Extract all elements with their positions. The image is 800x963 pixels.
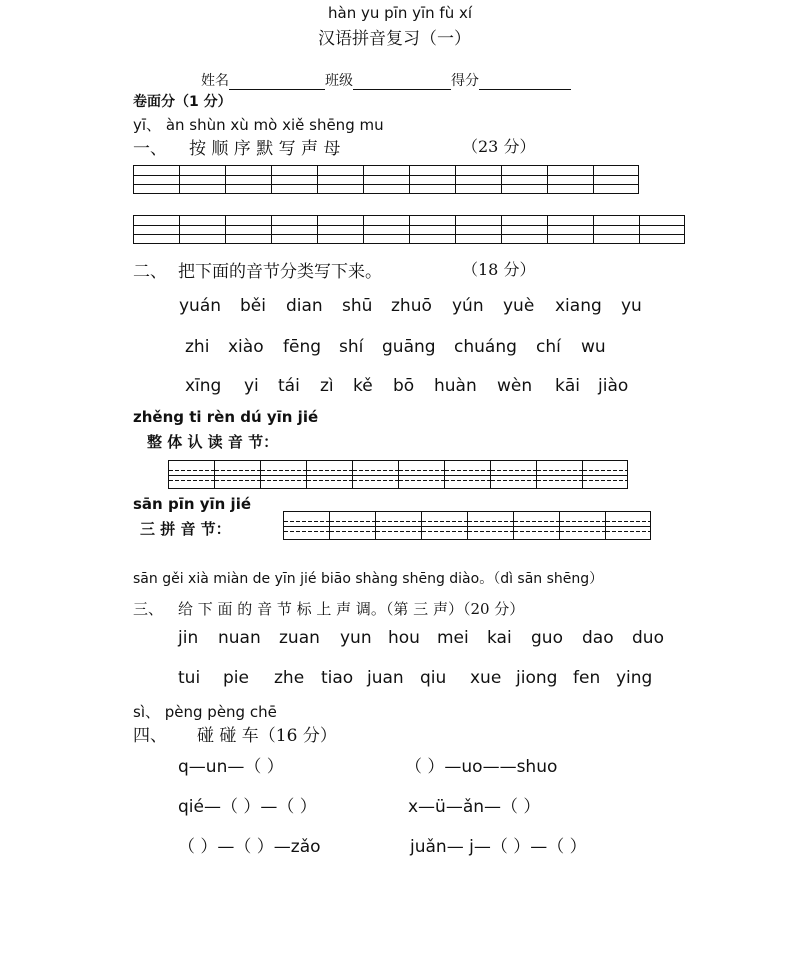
section1-pinyin: yī、 àn shùn xù mò xiě shēng mu: [133, 116, 384, 134]
syllable: juan: [367, 668, 404, 688]
syllable: běi: [240, 296, 266, 316]
section1-number: 一、: [133, 139, 167, 159]
bumper-item-6: juǎn— j—（ ）—（ ）: [410, 837, 587, 857]
syllable: guo: [531, 628, 563, 648]
syllable: kāi: [555, 376, 580, 396]
section4-title: 碰 碰 车（16 分）: [197, 726, 337, 746]
zhengti-pinyin: zhěng ti rèn dú yīn jié: [133, 408, 319, 426]
page-title: 汉语拼音复习（一）: [318, 29, 471, 49]
syllable: bō: [393, 376, 415, 396]
zhengti-writing-grid[interactable]: [168, 460, 628, 489]
syllable: zuan: [279, 628, 320, 648]
syllable-row-1: [179, 296, 642, 316]
syllable: duo: [632, 628, 664, 648]
zhengti-label: 整 体 认 读 音 节：: [147, 433, 279, 451]
syllable: yi: [244, 376, 259, 396]
bumper-item-1: q—un—（ ）: [178, 757, 284, 777]
syllable: shū: [342, 296, 373, 316]
syllable: tái: [278, 376, 300, 396]
syllable: ying: [616, 668, 653, 688]
syllable: yuè: [503, 296, 535, 316]
syllable: xiào: [228, 337, 264, 357]
student-info-line: [201, 70, 571, 90]
section4-number: 四、: [133, 726, 167, 746]
syllable: xue: [470, 668, 502, 688]
syllable: chí: [536, 337, 561, 357]
syllable: jin: [178, 628, 199, 648]
neatness-score: 卷面分（1 分）: [133, 94, 232, 110]
sanpin-label: 三 拼 音 节：: [140, 520, 231, 538]
syllable: nuan: [218, 628, 261, 648]
section3-title: 给 下 面 的 音 节 标 上 声 调。（第 三 声）（20 分）: [178, 600, 525, 618]
syllable: zì: [320, 376, 334, 396]
syllable: fēng: [283, 337, 322, 357]
section3-pinyin: sān gěi xià miàn de yīn jié biāo shàng shēng diào。（dì sān shēng）: [133, 571, 604, 587]
syllable: chuáng: [454, 337, 517, 357]
syllable: huàn: [434, 376, 477, 396]
syllable: tiao: [321, 668, 354, 688]
syllable: hou: [388, 628, 420, 648]
syllable: pie: [223, 668, 249, 688]
bumper-item-5: （ ）—（ ）—zǎo: [178, 837, 321, 857]
syllable: kě: [353, 376, 373, 396]
section4-pinyin: sì、 pèng pèng chē: [133, 703, 277, 721]
syllable-row-3: [185, 376, 628, 396]
title-pinyin: hàn yu pīn yīn fù xí: [328, 4, 473, 22]
sanpin-writing-grid[interactable]: [283, 511, 651, 540]
section2-title: 把下面的音节分类写下来。: [178, 262, 382, 282]
syllable-row-2: [185, 337, 606, 357]
section1-points: （23 分）: [462, 137, 536, 156]
syllable: xiang: [555, 296, 602, 316]
class-blank[interactable]: [353, 75, 451, 90]
syllable: yun: [340, 628, 372, 648]
class-label: 班级: [325, 73, 353, 89]
bumper-item-4: x—ü—ǎn—（ ）: [408, 797, 541, 817]
syllable: zhi: [185, 337, 210, 357]
syllable: xīng: [185, 376, 222, 396]
writing-grid-row-1[interactable]: [133, 165, 639, 194]
tone-row-2: [178, 668, 652, 688]
writing-grid-row-2[interactable]: [133, 215, 685, 244]
tone-row-1: [178, 628, 664, 648]
score-label: 得分: [451, 73, 479, 89]
section1-title: 按 顺 序 默 写 声 母: [189, 139, 341, 159]
syllable: dao: [582, 628, 614, 648]
syllable: tui: [178, 668, 201, 688]
syllable: jiong: [516, 668, 558, 688]
syllable: yún: [452, 296, 484, 316]
name-label: 姓名: [201, 73, 229, 89]
section2-number: 二、: [133, 262, 167, 282]
sanpin-pinyin: sān pīn yīn jié: [133, 495, 252, 513]
syllable: wèn: [497, 376, 533, 396]
syllable: qiu: [420, 668, 447, 688]
section3-number: 三、: [133, 600, 164, 618]
bumper-item-2: （ ）—uo——shuo: [405, 757, 558, 777]
name-blank[interactable]: [229, 75, 325, 90]
syllable: mei: [437, 628, 469, 648]
syllable: zhuō: [391, 296, 432, 316]
bumper-item-3: qié—（ ）—（ ）: [178, 797, 317, 817]
syllable: kai: [487, 628, 512, 648]
syllable: wu: [581, 337, 606, 357]
syllable: yuán: [179, 296, 222, 316]
syllable: shí: [339, 337, 364, 357]
syllable: fen: [573, 668, 601, 688]
syllable: guāng: [382, 337, 436, 357]
syllable: zhe: [274, 668, 305, 688]
syllable: dian: [286, 296, 323, 316]
score-blank[interactable]: [479, 75, 571, 90]
section2-points: （18 分）: [462, 260, 536, 279]
syllable: jiào: [598, 376, 629, 396]
syllable: yu: [621, 296, 642, 316]
